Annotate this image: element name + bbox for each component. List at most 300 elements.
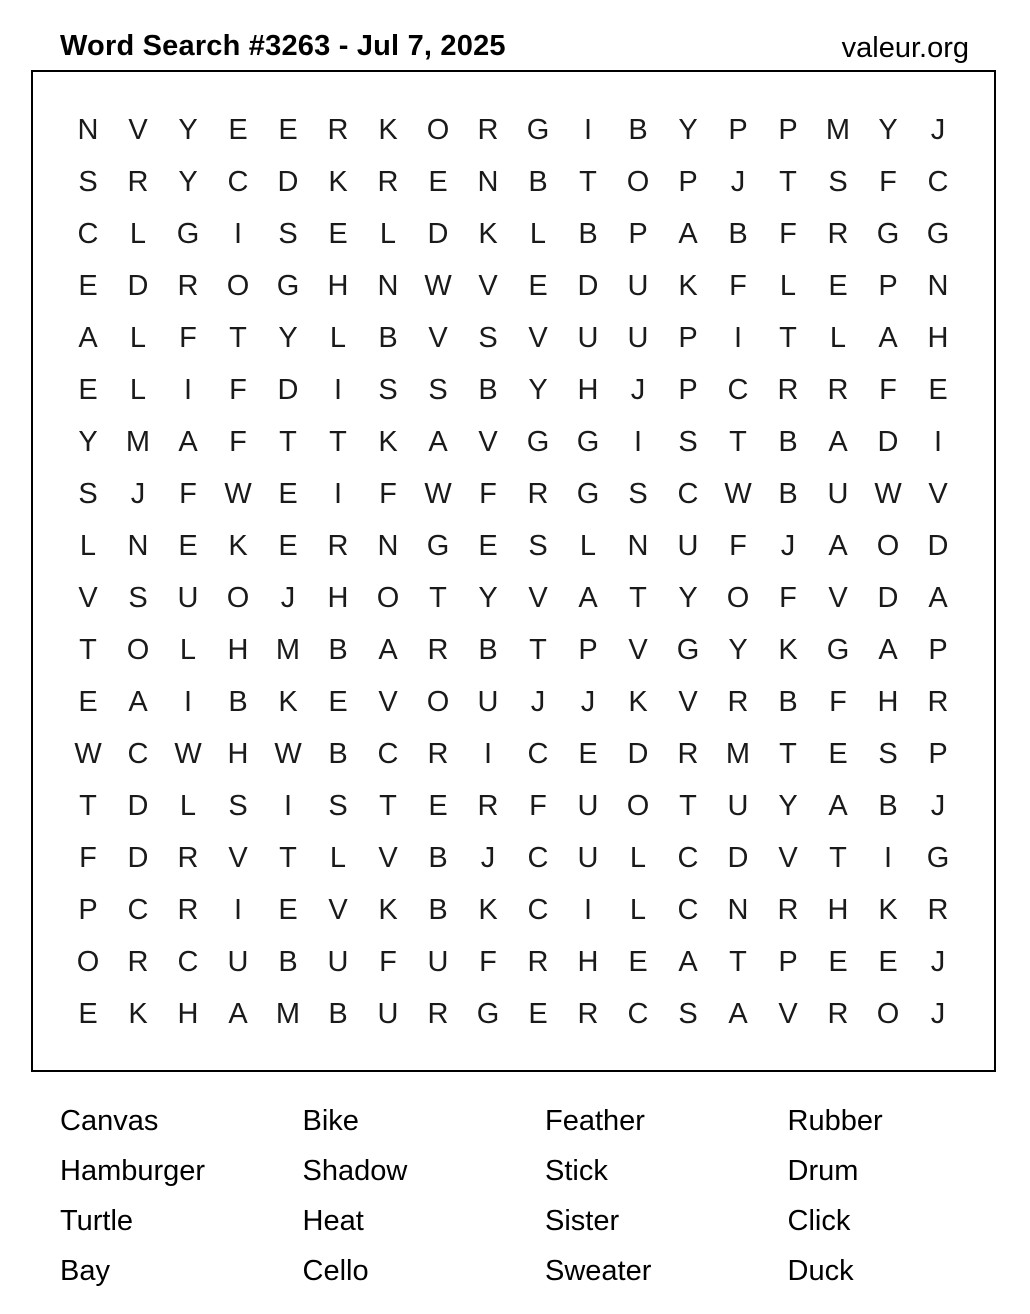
grid-letter: E [428,789,448,822]
grid-letter: U [727,789,749,822]
grid-letter: N [627,529,649,562]
grid-letter: Y [678,581,698,614]
grid-letter: D [877,425,899,458]
grid-letter: D [277,165,299,198]
grid-letter: R [477,789,499,822]
grid-letter: B [778,477,798,510]
grid-letter: A [678,217,698,250]
word-list-item: Canvas [60,1105,159,1137]
grid-letter: L [129,373,147,406]
word-list-item: Stick [545,1155,608,1187]
grid-letter: T [829,841,847,874]
grid-letter: I [583,893,593,926]
grid-letter: T [779,165,797,198]
grid-letter: J [930,789,946,822]
grid-letter: N [477,165,499,198]
grid-letter: E [278,529,298,562]
grid-letter: L [129,321,147,354]
grid-letter: L [179,789,197,822]
grid-letter: T [629,581,647,614]
grid-letter: S [328,789,348,822]
grid-letter: V [428,321,448,354]
grid-letter: R [827,373,849,406]
grid-letter: M [275,633,301,666]
grid-letter: O [226,269,250,302]
grid-letter: W [74,737,102,770]
grid-letter: A [828,425,848,458]
grid-letter: E [428,165,448,198]
grid-letter: J [280,581,296,614]
grid-letter: C [677,893,699,926]
grid-letter: L [829,321,847,354]
grid-letter: C [627,997,649,1030]
grid-letter: G [576,477,600,510]
grid-letter: H [577,945,599,978]
grid-letter: F [529,789,547,822]
grid-letter: J [930,945,946,978]
grid-letter: B [378,321,398,354]
grid-letter: E [328,685,348,718]
grid-letter: W [424,269,452,302]
grid-letter: G [926,217,950,250]
grid-letter: E [578,737,598,770]
grid-letter: S [628,477,648,510]
grid-letter: S [78,165,98,198]
grid-letter: O [226,581,250,614]
grid-letter: O [426,113,450,146]
grid-letter: W [224,477,252,510]
grid-letter: B [428,893,448,926]
grid-letter: Y [178,165,198,198]
grid-letter: F [879,165,897,198]
grid-letter: Y [78,425,98,458]
grid-letter: B [328,997,348,1030]
grid-letter: F [229,373,247,406]
grid-letter: H [227,633,249,666]
grid-letter: L [79,529,97,562]
grid-letter: H [177,997,199,1030]
grid-letter: J [930,997,946,1030]
grid-letter: B [278,945,298,978]
grid-letter: L [529,217,547,250]
grid-letter: G [526,113,550,146]
grid-letter: L [379,217,397,250]
grid-letter: T [579,165,597,198]
grid-letter: F [379,477,397,510]
grid-letter: V [528,321,548,354]
grid-letter: E [78,685,98,718]
grid-letter: W [874,477,902,510]
grid-letter: I [333,477,343,510]
grid-letter: F [179,321,197,354]
grid-letter: J [130,477,146,510]
grid-letter: E [178,529,198,562]
grid-letter: L [329,321,347,354]
grid-letter: H [327,269,349,302]
grid-letter: O [76,945,100,978]
grid-letter: A [878,321,898,354]
grid-letter: I [233,893,243,926]
grid-letter: M [125,425,151,458]
grid-letter: F [879,373,897,406]
grid-letter: O [126,633,150,666]
grid-letter: C [527,737,549,770]
grid-letter: E [528,269,548,302]
grid-letter: C [677,841,699,874]
grid-letter: E [828,945,848,978]
grid-letter: U [327,945,349,978]
grid-letter: Y [178,113,198,146]
grid-letter: S [228,789,248,822]
grid-letter: S [528,529,548,562]
grid-letter: E [628,945,648,978]
grid-letter: G [476,997,500,1030]
grid-letter: S [278,217,298,250]
grid-letter: B [528,165,548,198]
grid-letter: V [928,477,948,510]
grid-letter: K [678,269,698,302]
grid-letter: S [878,737,898,770]
grid-letter: F [379,945,397,978]
grid-letter: I [283,789,293,822]
grid-letter: T [79,789,97,822]
grid-letter: M [825,113,851,146]
grid-letter: P [678,165,698,198]
grid-letter: R [327,113,349,146]
grid-letter: C [677,477,699,510]
grid-letter: S [478,321,498,354]
grid-letter: R [377,165,399,198]
grid-letter: T [279,425,297,458]
grid-letter: A [428,425,448,458]
grid-letter: O [426,685,450,718]
grid-letter: T [379,789,397,822]
word-list-item: Sweater [545,1255,652,1287]
grid-letter: B [428,841,448,874]
grid-letter: U [677,529,699,562]
grid-letter: J [780,529,796,562]
grid-letter: H [877,685,899,718]
grid-letter: J [580,685,596,718]
grid-letter: V [778,997,798,1030]
grid-letter: K [378,893,398,926]
grid-letter: P [778,945,798,978]
grid-letter: F [479,477,497,510]
grid-letter: W [724,477,752,510]
grid-letter: Y [278,321,298,354]
grid-letter: G [676,633,700,666]
grid-letter: R [827,997,849,1030]
site-name: valeur.org [841,32,969,64]
grid-letter: S [78,477,98,510]
grid-letter: S [678,997,698,1030]
grid-letter: I [583,113,593,146]
grid-letter: C [77,217,99,250]
grid-letter: Y [528,373,548,406]
word-list-item: Drum [787,1155,859,1187]
grid-letter: C [127,893,149,926]
word-list-item: Heat [302,1205,364,1237]
grid-letter: K [778,633,798,666]
grid-letter: F [729,529,747,562]
grid-letter: R [127,165,149,198]
grid-letter: T [79,633,97,666]
grid-letter: P [628,217,648,250]
grid-letter: K [628,685,648,718]
grid-letter: A [578,581,598,614]
grid-letter: V [628,633,648,666]
grid-letter: K [878,893,898,926]
grid-letter: N [377,529,399,562]
grid-letter: R [177,841,199,874]
grid-letter: Y [878,113,898,146]
word-list-item: Shadow [302,1155,408,1187]
grid-letter: K [478,893,498,926]
grid-letter: V [478,269,498,302]
grid-letter: E [828,269,848,302]
grid-letter: P [728,113,748,146]
grid-letter: K [328,165,348,198]
grid-letter: V [678,685,698,718]
grid-letter: O [626,165,650,198]
word-list-item: Bike [302,1105,359,1137]
grid-letter: A [678,945,698,978]
grid-letter: T [679,789,697,822]
grid-letter: B [578,217,598,250]
grid-letter: C [927,165,949,198]
grid-letter: S [428,373,448,406]
grid-letter: O [726,581,750,614]
grid-letter: O [876,529,900,562]
grid-letter: W [424,477,452,510]
word-list-item: Sister [545,1205,620,1237]
grid-letter: P [928,737,948,770]
grid-letter: O [626,789,650,822]
grid-letter: C [527,893,549,926]
grid-letter: D [927,529,949,562]
grid-letter: R [177,893,199,926]
grid-letter: I [233,217,243,250]
grid-letter: V [378,685,398,718]
grid-letter: V [528,581,548,614]
grid-letter: D [877,581,899,614]
grid-letter: I [633,425,643,458]
grid-letter: H [577,373,599,406]
grid-letter: E [78,997,98,1030]
grid-letter: H [827,893,849,926]
grid-letter: K [378,113,398,146]
grid-letter: F [779,581,797,614]
grid-letter: A [878,633,898,666]
grid-letter: E [328,217,348,250]
grid-letter: V [228,841,248,874]
grid-letter: R [577,997,599,1030]
grid-letter: D [127,789,149,822]
grid-letter: H [327,581,349,614]
grid-letter: D [577,269,599,302]
grid-letter: V [828,581,848,614]
grid-letter: U [577,789,599,822]
grid-letter: V [378,841,398,874]
grid-letter: P [78,893,98,926]
grid-letter: A [128,685,148,718]
grid-letter: D [627,737,649,770]
grid-letter: R [927,893,949,926]
grid-letter: B [228,685,248,718]
grid-letter: D [277,373,299,406]
grid-letter: K [478,217,498,250]
grid-letter: B [728,217,748,250]
grid-letter: A [828,789,848,822]
grid-letter: O [876,997,900,1030]
grid-letter: A [728,997,748,1030]
word-list-item: Duck [787,1255,854,1287]
grid-letter: J [930,113,946,146]
grid-letter: W [274,737,302,770]
grid-letter: E [928,373,948,406]
grid-letter: V [778,841,798,874]
grid-letter: E [228,113,248,146]
word-list-item: Turtle [60,1205,134,1237]
grid-letter: G [276,269,300,302]
grid-letter: R [777,893,799,926]
grid-letter: T [229,321,247,354]
grid-letter: R [177,269,199,302]
grid-letter: E [878,945,898,978]
grid-letter: K [128,997,148,1030]
grid-letter: G [826,633,850,666]
grid-letter: R [427,997,449,1030]
grid-letter: Y [778,789,798,822]
grid-letter: M [275,997,301,1030]
grid-letter: Y [478,581,498,614]
grid-letter: A [928,581,948,614]
grid-letter: N [127,529,149,562]
grid-letter: B [328,633,348,666]
grid-letter: I [733,321,743,354]
grid-letter: R [527,945,549,978]
grid-letter: D [127,841,149,874]
grid-letter: I [183,685,193,718]
grid-letter: V [128,113,148,146]
grid-letter: U [627,269,649,302]
grid-letter: T [279,841,297,874]
word-list [60,1096,1030,1296]
grid-letter: J [530,685,546,718]
grid-letter: P [678,321,698,354]
grid-letter: R [927,685,949,718]
grid-letter: R [127,945,149,978]
grid-letter: F [229,425,247,458]
puzzle-title: Word Search #3263 - Jul 7, 2025 [60,30,506,62]
grid-letter: N [927,269,949,302]
grid-letter: F [829,685,847,718]
grid-letter: E [78,269,98,302]
grid-letter: U [227,945,249,978]
grid-letter: E [78,373,98,406]
grid-letter: R [327,529,349,562]
grid-letter: R [477,113,499,146]
grid-letter: B [478,373,498,406]
grid-letter: B [628,113,648,146]
grid-letter: U [627,321,649,354]
grid-letter: R [827,217,849,250]
grid-letter: I [483,737,493,770]
grid-letter: U [577,321,599,354]
grid-letter: T [779,737,797,770]
grid-letter: S [678,425,698,458]
grid-letter: G [526,425,550,458]
grid-letter: B [328,737,348,770]
grid-letter: A [228,997,248,1030]
grid-letter: T [779,321,797,354]
grid-letter: R [777,373,799,406]
grid-letter: U [577,841,599,874]
grid-letter: S [128,581,148,614]
grid-letter: U [377,997,399,1030]
grid-letter: B [878,789,898,822]
grid-letter: Y [728,633,748,666]
grid-letter: P [578,633,598,666]
grid-letter: V [478,425,498,458]
grid-letter: V [328,893,348,926]
grid-letter: T [329,425,347,458]
grid-letter: C [127,737,149,770]
grid-letter: A [378,633,398,666]
grid-letter: I [883,841,893,874]
grid-letter: B [478,633,498,666]
grid-letter: E [278,113,298,146]
grid-letter: P [878,269,898,302]
grid-letter: F [729,269,747,302]
grid-letter: S [378,373,398,406]
grid-letter: Y [678,113,698,146]
grid-letter: P [928,633,948,666]
grid-letter: N [727,893,749,926]
grid-letter: S [828,165,848,198]
grid-letter: L [779,269,797,302]
grid-letter: P [678,373,698,406]
grid-letter: C [177,945,199,978]
grid-letter: G [176,217,200,250]
word-list-item: Hamburger [60,1155,206,1187]
grid-letter: L [329,841,347,874]
grid-letter: U [177,581,199,614]
grid-letter: R [427,737,449,770]
grid-letter: B [778,425,798,458]
grid-letter: I [933,425,943,458]
grid-letter: J [730,165,746,198]
grid-letter: W [174,737,202,770]
grid-letter: K [228,529,248,562]
grid-letter: F [79,841,97,874]
word-list-item: Feather [545,1105,645,1137]
grid-letter: L [629,841,647,874]
grid-letter: D [727,841,749,874]
grid-letter: C [227,165,249,198]
grid-letter: L [129,217,147,250]
grid-letter: C [377,737,399,770]
grid-letter: T [729,945,747,978]
grid-letter: V [78,581,98,614]
grid-letter: U [827,477,849,510]
grid-letter: F [479,945,497,978]
grid-letter: H [927,321,949,354]
letter-grid [63,104,963,1040]
grid-letter: T [529,633,547,666]
grid-letter: J [630,373,646,406]
grid-letter: A [178,425,198,458]
